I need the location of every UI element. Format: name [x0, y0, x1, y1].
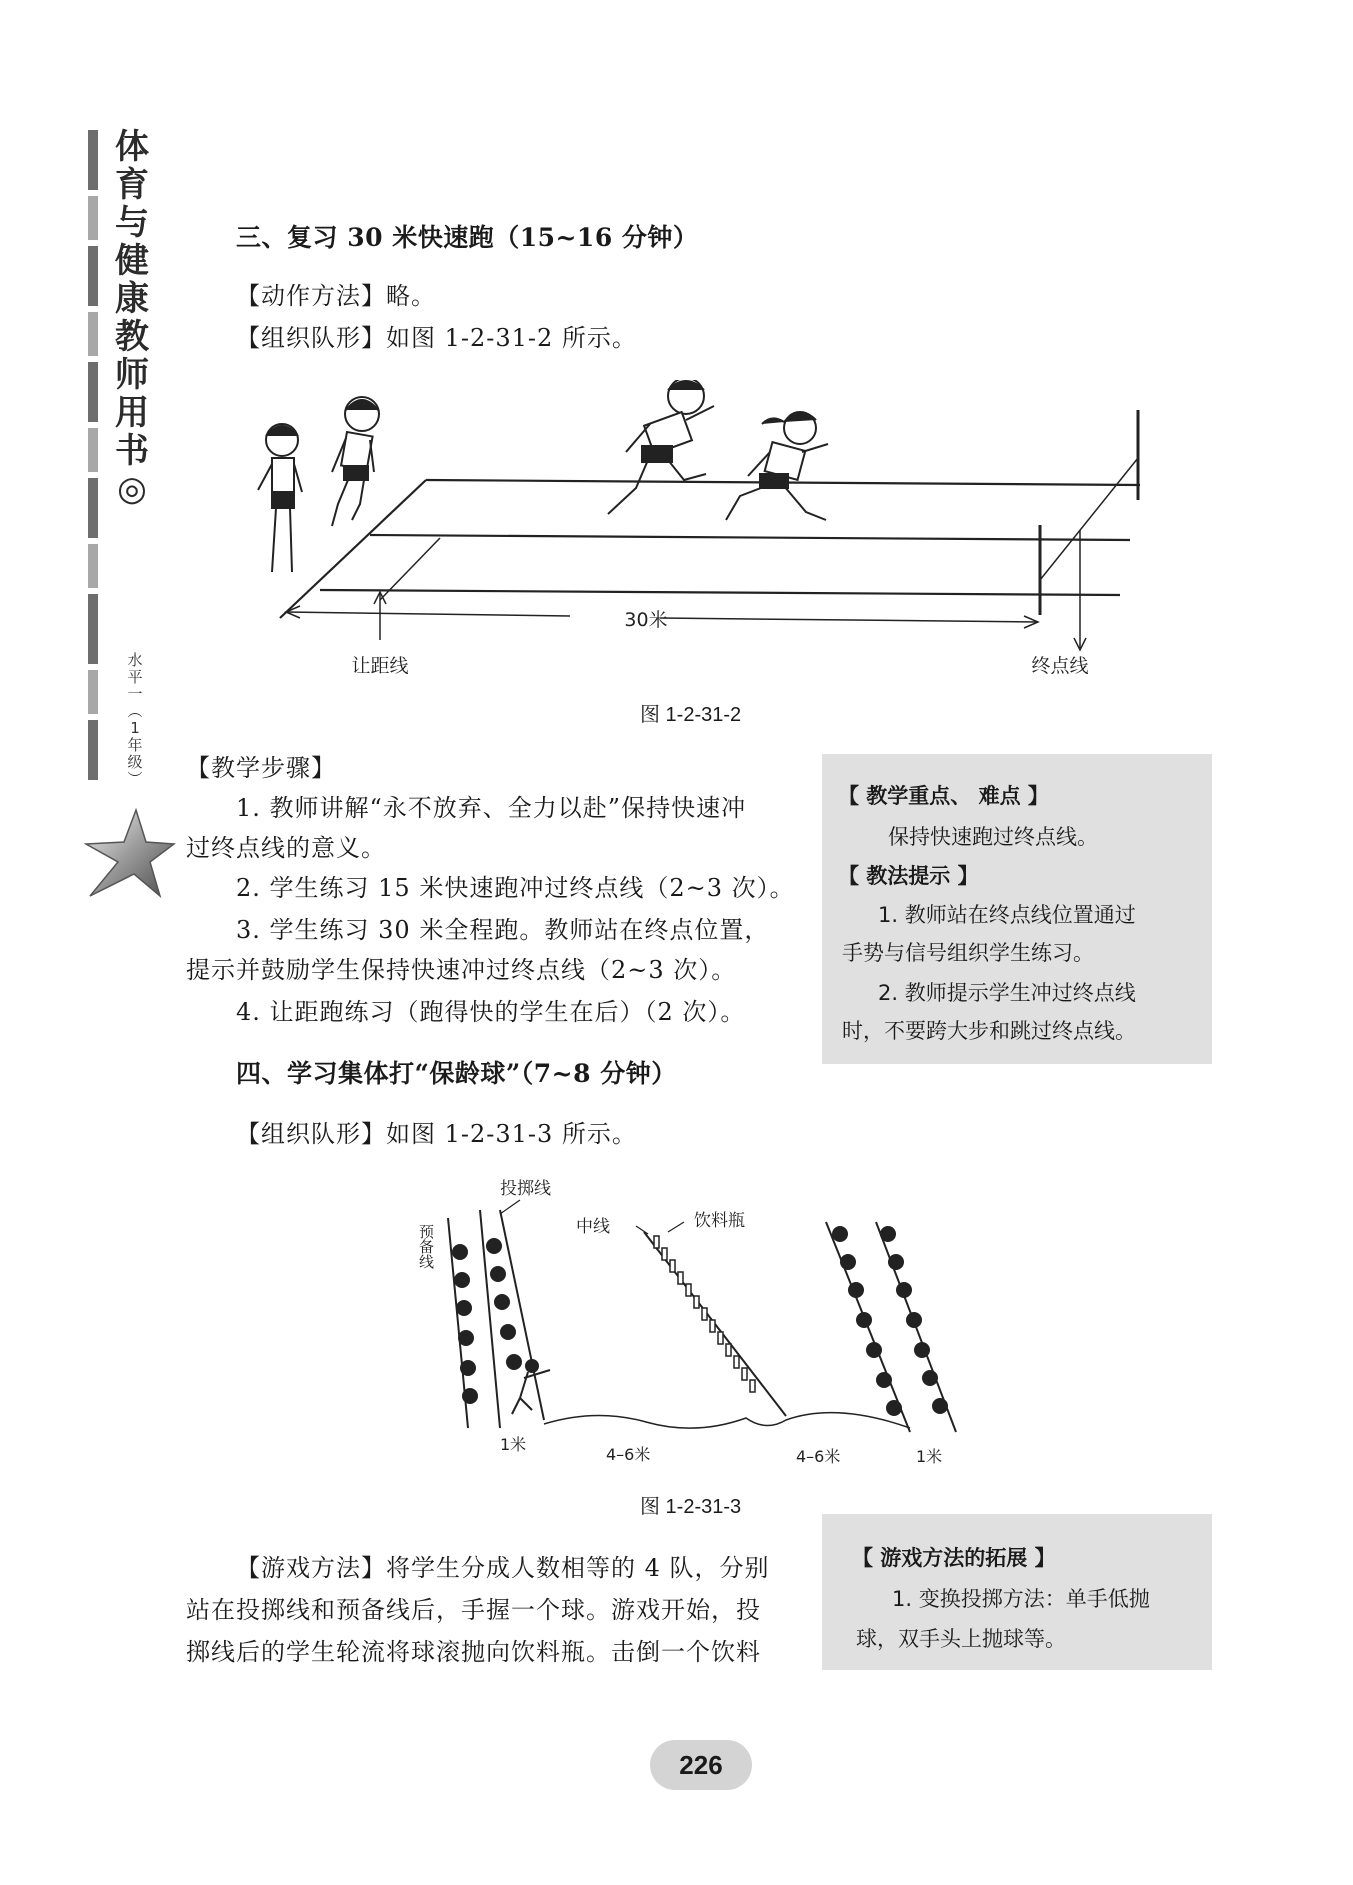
game-extension-line2: 球，双手头上抛球等。 [856, 1627, 1066, 1651]
finish-line-label: 终点线 [1031, 655, 1089, 677]
start-line-label: 让距线 [351, 655, 409, 677]
step1-line2: 过终点线的意义。 [186, 834, 386, 862]
game-extension-line1: 1. 变换投掷方法：单手低抛 [892, 1587, 1150, 1611]
distance-2: 4–6米 [606, 1445, 651, 1464]
bottles [654, 1236, 755, 1392]
steps-heading: 【教学步骤】 [186, 754, 336, 782]
running-track-figure [240, 380, 1160, 700]
game-line2: 站在投掷线和预备线后，手握一个球。游戏开始，投 [186, 1596, 761, 1624]
distance-4: 1米 [916, 1447, 943, 1466]
hint2-line1: 2. 教师提示学生冲过终点线 [878, 981, 1136, 1005]
child-crouching [332, 397, 379, 526]
step2: 2. 学生练习 15 米快速跑冲过终点线（2~3 次）。 [236, 874, 795, 902]
bowling-formation-figure [416, 1170, 996, 1480]
hint2-line2: 时，不要跨大步和跳过终点线。 [842, 1019, 1136, 1043]
step1-line1: 1. 教师讲解“永不放弃、全力以赴”保持快速冲 [236, 794, 747, 822]
grade-level-vertical: 水 平 一 ︵ 1 年 级 ︶ [127, 651, 143, 788]
section4-heading: 四、学习集体打“保龄球”（7~8 分钟） [236, 1059, 677, 1088]
page-number: 226 [650, 1740, 752, 1790]
key-points-box [822, 754, 1212, 1064]
section3-heading: 三、复习 30 米快速跑（15~16 分钟） [236, 223, 699, 252]
figure2-caption: 图 1-2-31-3 [640, 1496, 742, 1518]
section3-formation: 【组织队形】如图 1-2-31-2 所示。 [236, 324, 637, 352]
game-extension-box [822, 1514, 1212, 1670]
distance-3: 4–6米 [796, 1447, 841, 1466]
step4: 4. 让距跑练习（跑得快的学生在后）（2 次）。 [236, 998, 746, 1026]
section4-formation: 【组织队形】如图 1-2-31-3 所示。 [236, 1120, 637, 1148]
key-points-title: 【 教学重点、 难点 】 [838, 784, 1049, 808]
star-icon [84, 808, 176, 898]
key-point: 保持快速跑过终点线。 [888, 825, 1098, 849]
game-line3: 掷线后的学生轮流将球滚抛向饮料瓶。击倒一个饮料 [186, 1638, 761, 1666]
distance-label: 30米 [624, 609, 668, 631]
hint1-line2: 手势与信号组织学生练习。 [842, 941, 1094, 965]
throw-line-label: 投掷线 [500, 1179, 551, 1199]
child-standing-1 [258, 424, 302, 572]
center-line-label: 中线 [576, 1217, 610, 1237]
figure1-caption: 图 1-2-31-2 [640, 704, 742, 726]
game-extension-title: 【 游戏方法的拓展 】 [852, 1546, 1056, 1570]
hint1-line1: 1. 教师站在终点线位置通过 [878, 903, 1136, 927]
child-running-1 [608, 380, 714, 514]
child-running-2 [726, 412, 828, 520]
section3-method: 【动作方法】略。 [236, 282, 436, 310]
teaching-hints-title: 【 教法提示 】 [838, 864, 979, 888]
step3-line2: 提示并鼓励学生保持快速冲过终点线（2~3 次）。 [186, 956, 737, 984]
book-title-vertical: 体 育 与 健 康 教 师 用 书 ◎ [115, 127, 149, 509]
game-line1: 【游戏方法】将学生分成人数相等的 4 队，分别 [236, 1554, 770, 1582]
ready-line-label: 预备线 [417, 1224, 435, 1269]
right-teams [832, 1226, 948, 1416]
distance-1: 1米 [500, 1435, 527, 1454]
step3-line1: 3. 学生练习 30 米全程跑。教师站在终点位置， [236, 916, 770, 944]
bottles-label: 饮料瓶 [694, 1211, 745, 1231]
